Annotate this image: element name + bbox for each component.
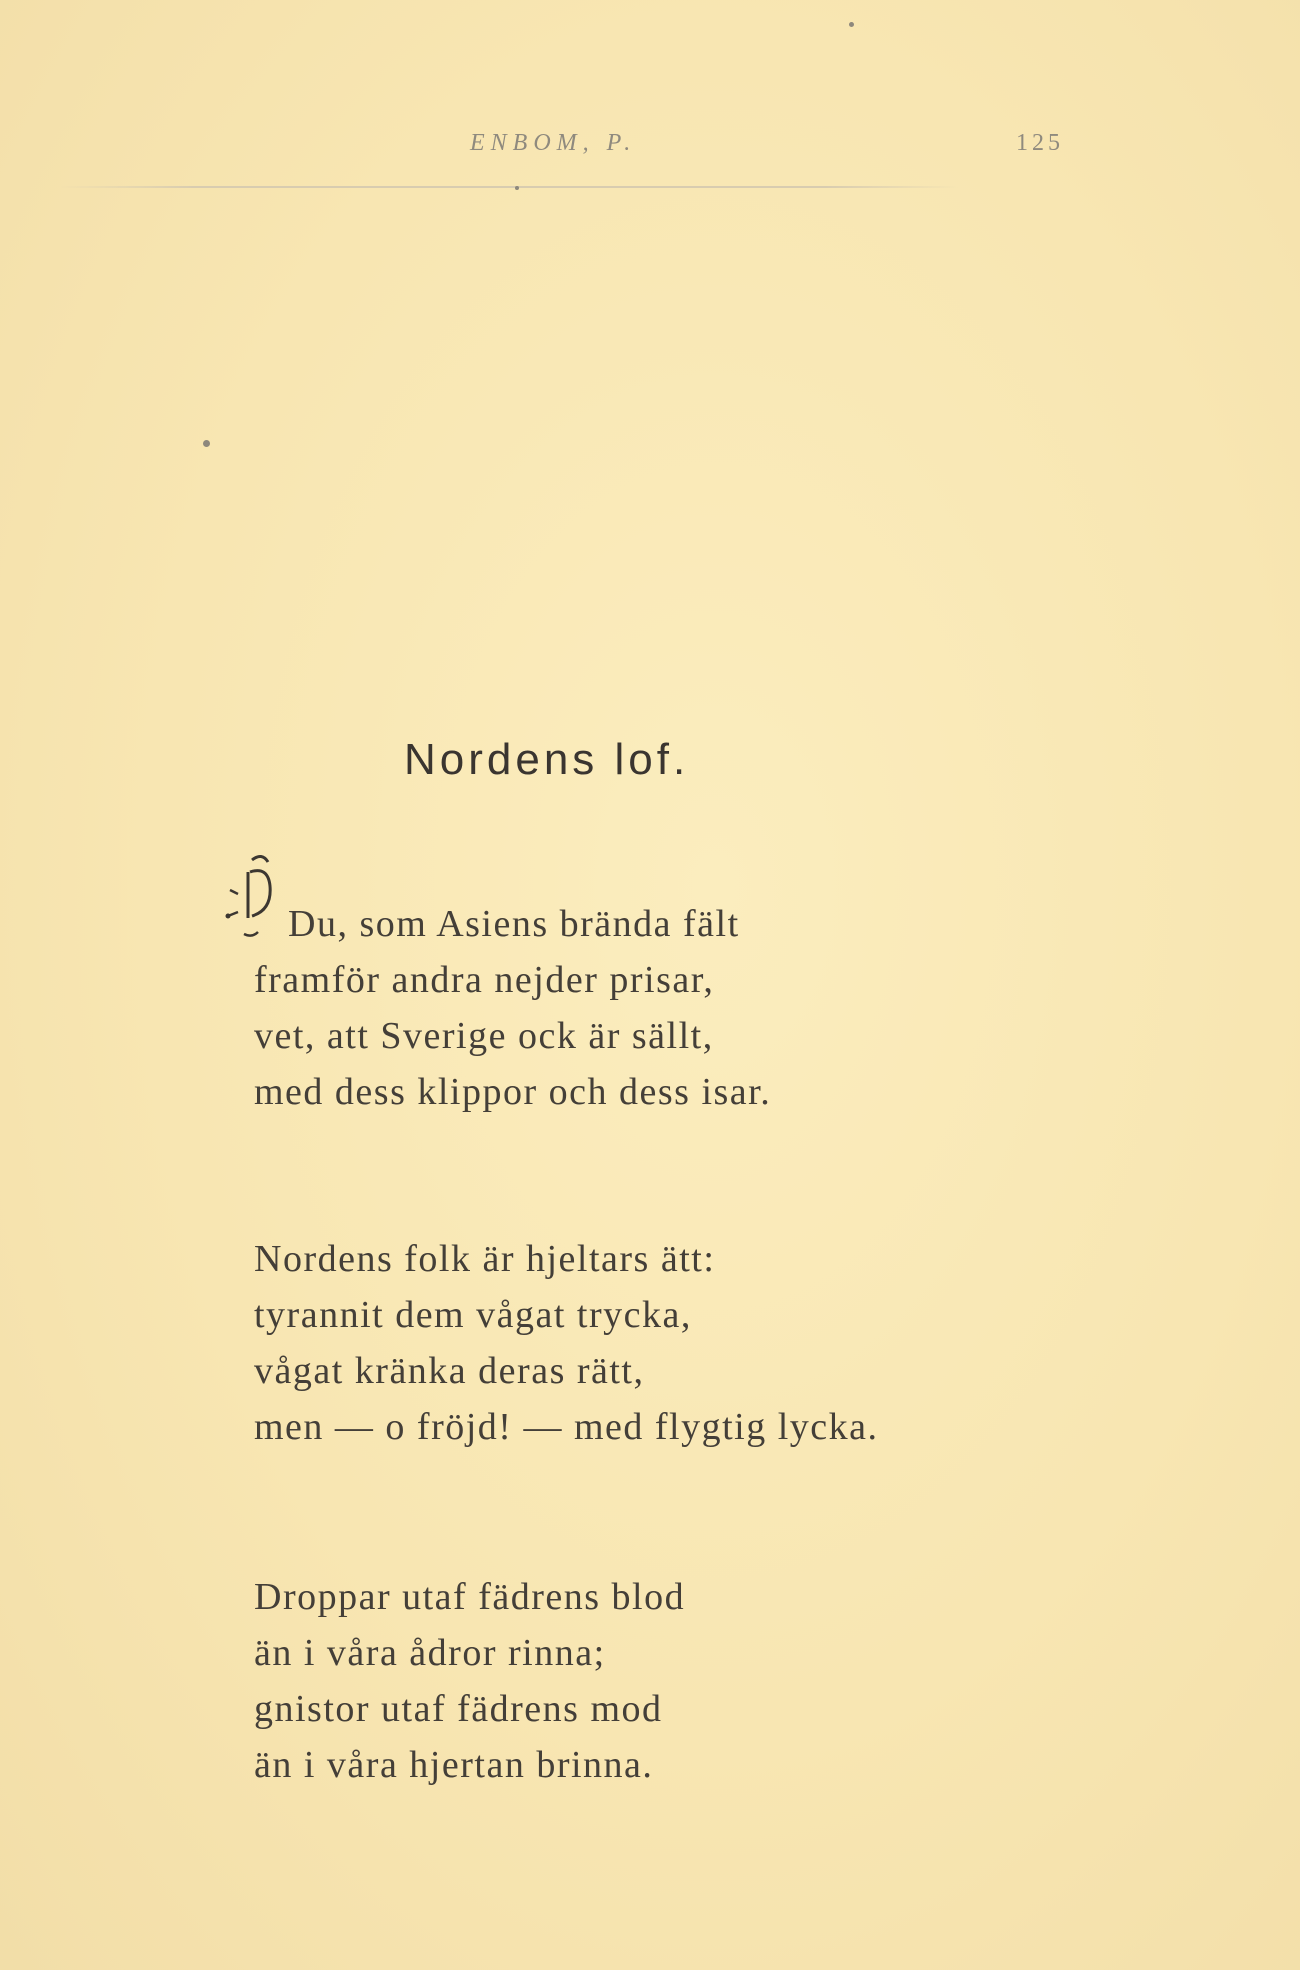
poem-line: med dess klippor och dess isar. [254,1071,772,1113]
page-number: 125 [1016,130,1064,156]
running-head [0,130,1300,170]
header-rule [60,186,960,188]
poem-line: vågat kränka deras rätt, [254,1350,645,1392]
poem-line: tyrannit dem vågat trycka, [254,1294,692,1336]
poem-line: Droppar utaf fädrens blod [254,1576,686,1618]
ink-speck [203,440,210,447]
poem-title: Nordens lof. [404,735,690,784]
poem-line: Nordens folk är hjeltars ätt: [254,1238,716,1280]
poem-line: än i våra hjertan brinna. [254,1744,654,1786]
running-head-author: ENBOM, P. [470,130,637,156]
poem-line: Du, som Asiens brända fält [288,903,740,945]
poem-line: framför andra nejder prisar, [254,959,715,1001]
ink-speck [849,22,854,27]
poem-line: vet, att Sverige ock är sällt, [254,1015,714,1057]
poem-line: än i våra ådror rinna; [254,1632,606,1674]
ink-speck [515,186,519,190]
poem-line: gnistor utaf fädrens mod [254,1688,663,1730]
poem-line: men — o fröjd! — med flygtig lycka. [254,1406,879,1448]
decorative-initial-ornament [222,850,292,950]
